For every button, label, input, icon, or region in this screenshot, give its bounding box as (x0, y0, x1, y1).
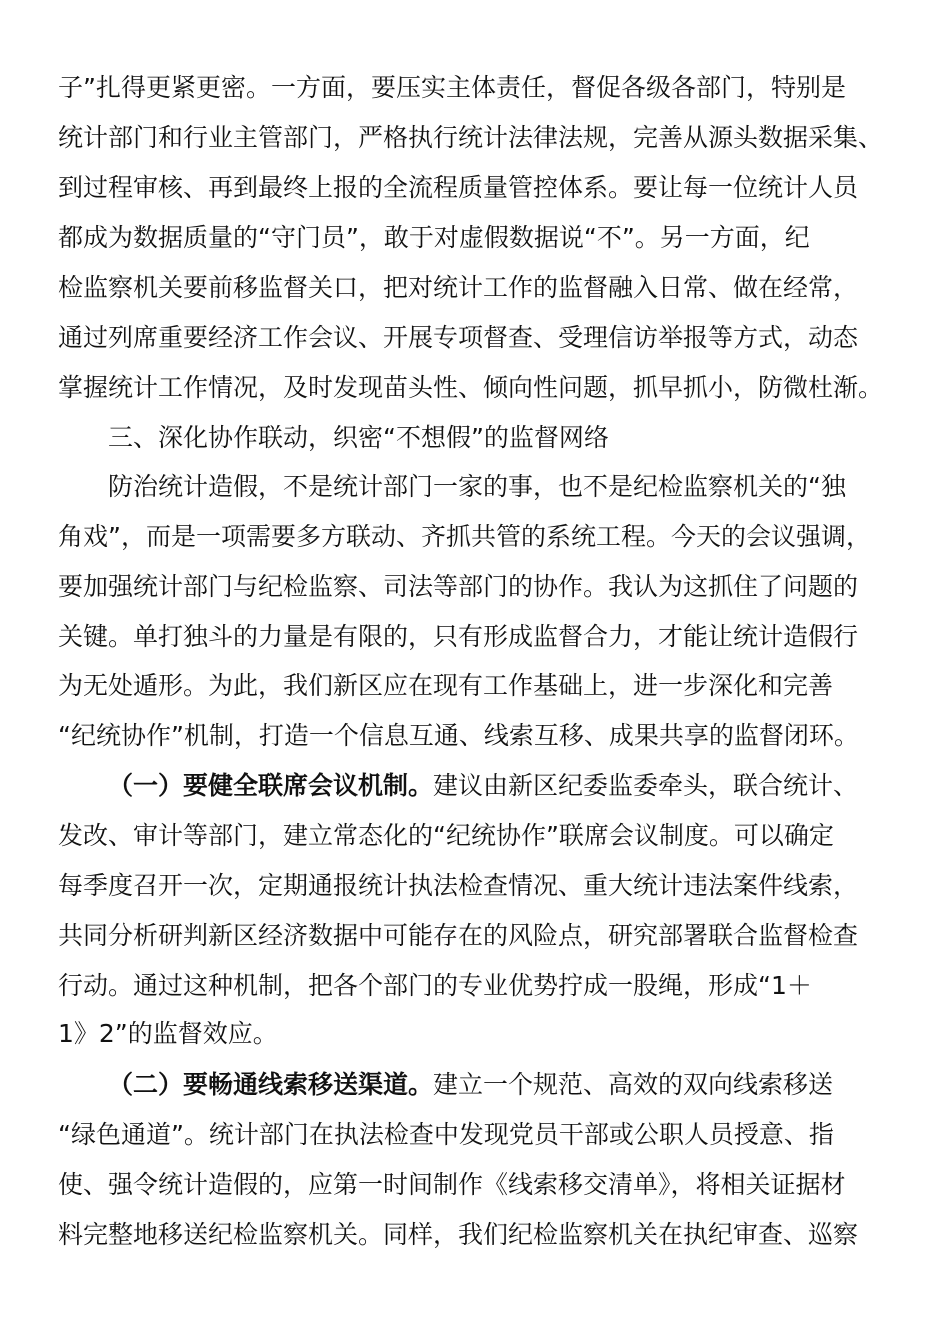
body-text-line: 共同分析研判新区经济数据中可能存在的风险点，研究部署联合监督检查 (58, 921, 859, 950)
body-text-line: 都成为数据质量的“守门员”，敢于对虚假数据说“不”。另一方面，纪 (58, 223, 810, 252)
subsection-heading: （二）要畅通线索移送渠道。 (108, 1070, 434, 1099)
subsection-heading: （一）要健全联席会议机制。 (108, 771, 434, 800)
body-text-line: 使、强令统计造假的，应第一时间制作《线索移交清单》，将相关证据材 (58, 1170, 846, 1199)
body-text-line: 为无处遁形。为此，我们新区应在现有工作基础上，进一步深化和完善 (58, 671, 834, 700)
body-text-line: 行动。通过这种机制，把各个部门的专业优势拧成一股绳，形成“1＋ (58, 971, 812, 1000)
body-text-line: 发改、审计等部门，建立常态化的“纪统协作”联席会议制度。可以确定 (58, 821, 834, 850)
body-text-line: “纪统协作”机制，打造一个信息互通、线索互移、成果共享的监督闭环。 (58, 721, 859, 750)
body-text: 建议由新区纪委监委牵头，联合统计、 (433, 771, 859, 800)
body-text-line: 防治统计造假，不是统计部门一家的事，也不是纪检监察机关的“独 (108, 472, 846, 501)
body-text-line: 通过列席重要经济工作会议、开展专项督查、受理信访举报等方式，动态 (58, 323, 859, 352)
body-text-line: 统计部门和行业主管部门，严格执行统计法律法规，完善从源头数据采集、 (58, 123, 884, 152)
body-text-line: 角戏”，而是一项需要多方联动、齐抓共管的系统工程。今天的会议强调， (58, 522, 871, 551)
body-text-line: 关键。单打独斗的力量是有限的，只有形成监督合力，才能让统计造假行 (58, 622, 859, 651)
body-text-line: 子”扎得更紧更密。一方面，要压实主体责任，督促各级各部门，特别是 (58, 73, 846, 102)
body-text-line: 检监察机关要前移监督关口，把对统计工作的监督融入日常、做在经常， (58, 273, 859, 302)
body-text: 建立一个规范、高效的双向线索移送 (433, 1070, 834, 1099)
body-text-line: 1》2”的监督效应。 (58, 1019, 278, 1048)
section-heading: 三、深化协作联动，织密“不想假”的监督网络 (108, 423, 609, 452)
body-text-line: 要加强统计部门与纪检监察、司法等部门的协作。我认为这抓住了问题的 (58, 572, 859, 601)
body-text-line: 料完整地移送纪检监察机关。同样，我们纪检监察机关在执纪审查、巡察 (58, 1220, 859, 1249)
body-text-line: 每季度召开一次，定期通报统计执法检查情况、重大统计违法案件线索， (58, 871, 859, 900)
body-text-line: 掌握统计工作情况，及时发现苗头性、倾向性问题，抓早抓小，防微杜渐。 (58, 373, 884, 402)
subsection-line (108, 766, 858, 806)
body-text-line: “绿色通道”。统计部门在执法检查中发现党员干部或公职人员授意、指 (58, 1120, 834, 1149)
subsection-line (108, 1065, 833, 1105)
body-text-line: 到过程审核、再到最终上报的全流程质量管控体系。要让每一位统计人员 (58, 173, 859, 202)
